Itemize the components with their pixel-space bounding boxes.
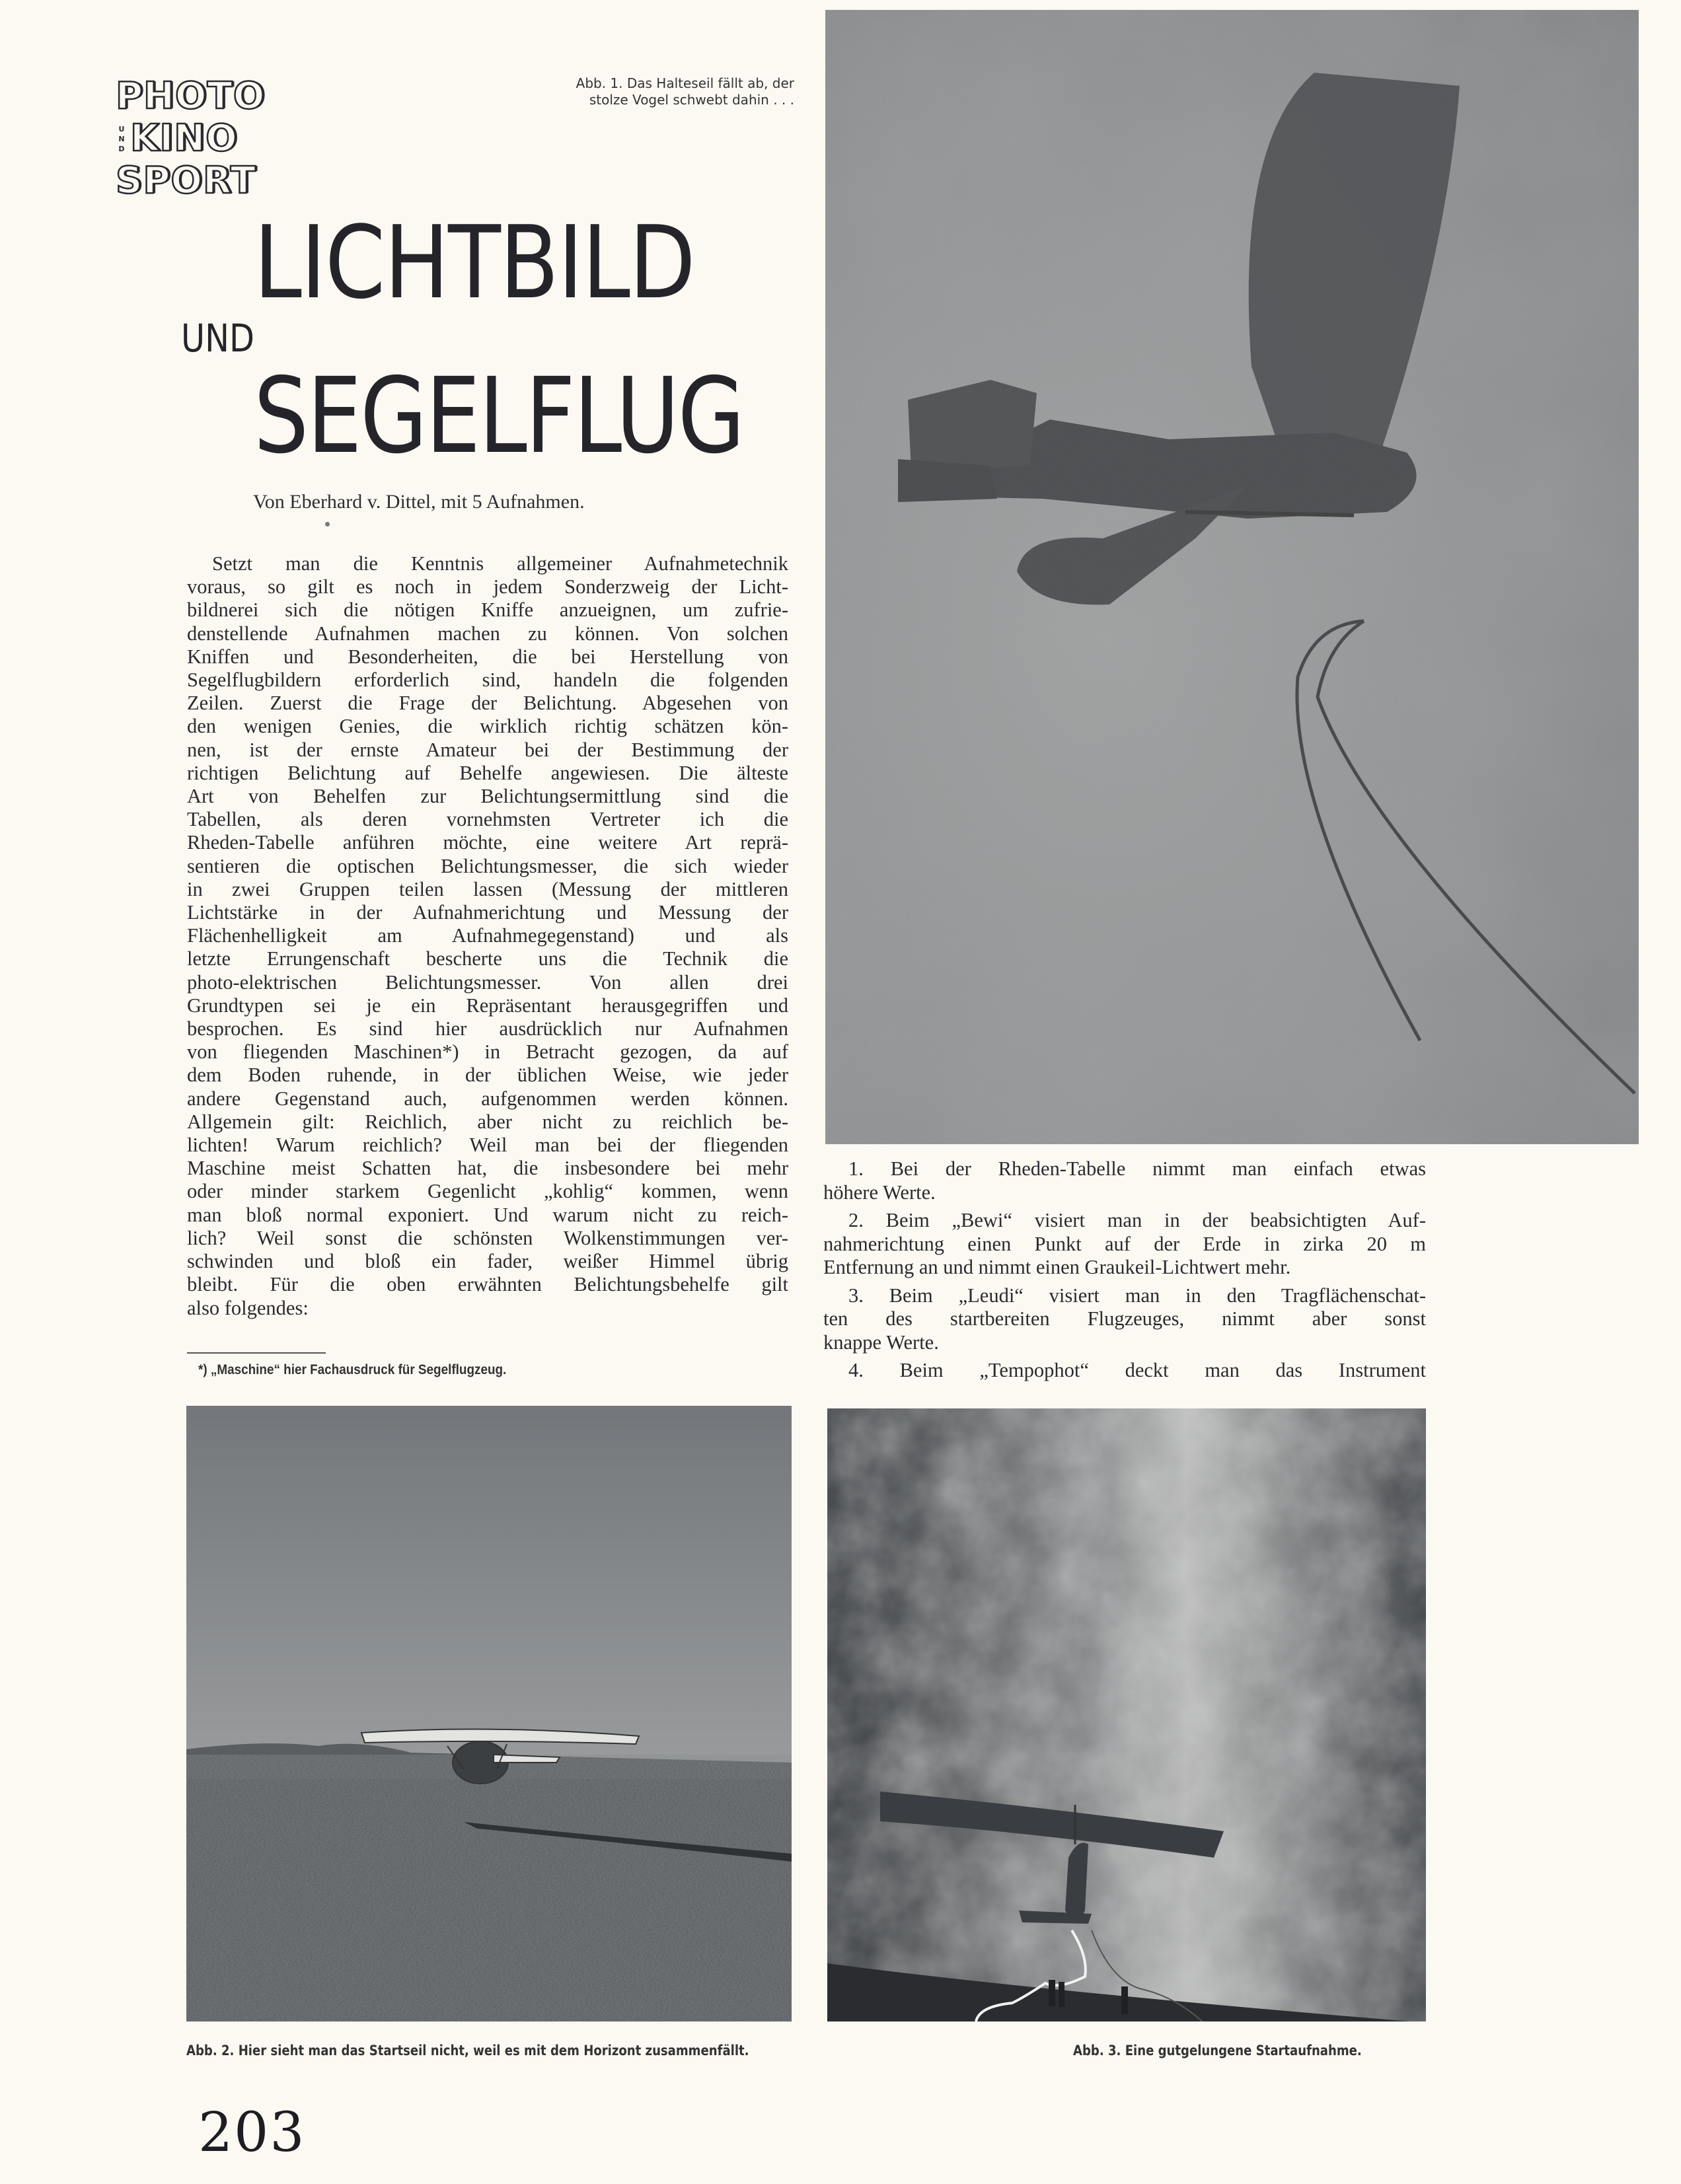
list-item-line: ten des startbereiten Flugzeuges, nimmt aber sonst: [823, 1307, 1426, 1330]
body-text-line: bildnerei sich die nötigen Kniffe anzueignen, um zufrie-: [187, 599, 788, 622]
body-text-line: von fliegenden Maschinen*) in Betracht gezogen, da auf: [187, 1040, 788, 1064]
figure-1-caption: [504, 75, 794, 108]
body-text-line: sentieren die optischen Belichtungsmesser, die sich wieder: [187, 854, 788, 877]
headline-lichtbild: LICHTBILD: [254, 204, 695, 321]
body-text-line: Kniffen und Besonderheiten, die bei Herstellung von: [187, 645, 788, 668]
figure-1-caption-line: stolze Vogel schwebt dahin . . .: [589, 92, 794, 108]
figure-3-photo-glider-launch: [827, 1408, 1426, 2021]
body-text-line: Grundtypen sei je ein Repräsentant herausgegriffen und: [187, 994, 788, 1017]
article-body: [187, 552, 788, 1320]
body-text-line: bleibt. Für die oben erwähnten Belichtungsbehelfe gilt: [187, 1273, 788, 1296]
body-text-line: Maschine meist Schatten hat, die insbesondere bei mehr: [187, 1157, 788, 1180]
body-text-line: also folgendes:: [187, 1296, 309, 1319]
body-text-line: Allgemein gilt: Reichlich, aber nicht zu reichlich be-: [187, 1110, 788, 1133]
footnote: *) „Maschine“ hier Fachausdruck für Segelflugzeug.: [198, 1362, 507, 1377]
body-text-line: oder minder starkem Gegenlicht „kohlig“ kommen, wenn: [187, 1180, 788, 1203]
figure-3-caption: Abb. 3. Eine gutgelungene Startaufnahme.: [1073, 2043, 1362, 2058]
body-text-line: dem Boden ruhende, in der üblichen Weise, wie jeder: [187, 1064, 788, 1087]
logo-und: UND: [118, 125, 125, 153]
body-text-line: in zwei Gruppen teilen lassen (Messung der mittleren: [187, 877, 788, 900]
body-text-line: andere Gegenstand auch, aufgenommen werden können.: [187, 1087, 788, 1110]
exposure-tips-list: [823, 1157, 1426, 1387]
list-item-line: 2. Beim „Bewi“ visiert man in der beabsichtigten Auf-: [848, 1209, 1426, 1231]
byline: Von Eberhard v. Dittel, mit 5 Aufnahmen.: [253, 491, 585, 513]
body-text-line: Zeilen. Zuerst die Frage der Belichtung. Abgesehen von: [187, 692, 788, 715]
body-text-line: voraus, so gilt es noch in jedem Sonderzweig der Licht-: [187, 575, 788, 599]
body-text-line: den wenigen Genies, die wirklich richtig schätzen kön-: [187, 715, 788, 738]
list-item: [823, 1157, 1426, 1204]
list-item: [823, 1359, 1426, 1383]
headline-und: UND: [181, 316, 254, 361]
body-text-line: besprochen. Es sind hier ausdrücklich nur Aufnahmen: [187, 1017, 788, 1040]
body-text-line: Flächenhelligkeit am Aufnahmegegenstand) und als: [187, 924, 788, 947]
ornament-dot: [325, 522, 330, 527]
body-text-line: Rheden-Tabelle anführen möchte, eine weitere Art reprä-: [187, 831, 788, 854]
list-item-line: 3. Beim „Leudi“ visiert man in den Tragflächenschat-: [848, 1284, 1426, 1307]
page-number: 203: [198, 2101, 306, 2164]
list-item-line: knappe Werte.: [823, 1330, 939, 1354]
body-text-line: lich? Weil sonst die schönsten Wolkenstimmungen ver-: [187, 1226, 788, 1249]
body-text-line: lichten! Warum reichlich? Weil man bei der fliegenden: [187, 1134, 788, 1157]
body-text-line: Setzt man die Kenntnis allgemeiner Aufnahmetechnik: [212, 552, 788, 575]
list-item-line: Entfernung an und nimmt einen Graukeil-Lichtwert mehr.: [823, 1256, 1291, 1278]
figure-2-photo-airfield: [186, 1406, 792, 2021]
list-item-line: höhere Werte.: [823, 1181, 936, 1204]
list-item-line: 1. Bei der Rheden-Tabelle nimmt man einfach etwas: [848, 1157, 1426, 1180]
logo-kino: KINO: [130, 117, 238, 160]
logo-sport: SPORT: [116, 159, 256, 202]
figure-2-caption: Abb. 2. Hier sieht man das Startseil nicht, weil es mit dem Horizont zusammenfällt.: [186, 2043, 749, 2058]
body-text-line: letzte Errungenschaft bescherte uns die Technik die: [187, 947, 788, 970]
body-text-line: Segelflugbildern erforderlich sind, handeln die folgenden: [187, 669, 788, 692]
body-text-line: denstellende Aufnahmen machen zu können. Von solchen: [187, 622, 788, 645]
body-text-line: Lichtstärke in der Aufnahmerichtung und Messung der: [187, 901, 788, 924]
list-item: [823, 1284, 1426, 1355]
list-item-line: 4. Beim „Tempophot“ deckt man das Instrument: [848, 1359, 1426, 1381]
figure-1-photo-glider-in-flight: [825, 10, 1639, 1144]
body-text-line: man bloß normal exponiert. Und warum nicht zu reich-: [187, 1203, 788, 1226]
body-text-line: Art von Behelfen zur Belichtungsermittlung sind die: [187, 785, 788, 808]
body-text-line: nen, ist der ernste Amateur bei der Bestimmung der: [187, 738, 788, 761]
body-text-line: richtigen Belichtung auf Behelfe angewiesen. Die älteste: [187, 761, 788, 784]
footnote-rule: [187, 1352, 326, 1354]
magazine-logo: [116, 75, 266, 203]
body-text-line: photo-elektrischen Belichtungsmesser. Von allen drei: [187, 970, 788, 994]
headline-segelflug: SEGELFLUG: [254, 355, 743, 477]
logo-photo: PHOTO: [116, 75, 266, 118]
figure-1-caption-line: Abb. 1. Das Halteseil fällt ab, der: [576, 75, 794, 91]
body-text-line: Tabellen, als deren vornehmsten Vertreter ich die: [187, 808, 788, 831]
list-item-line: nahmerichtung einen Punkt auf der Erde in zirka 20 m: [823, 1232, 1426, 1255]
list-item: [823, 1209, 1426, 1280]
body-text-line: schwinden und bloß ein fader, weißer Himmel übrig: [187, 1250, 788, 1273]
